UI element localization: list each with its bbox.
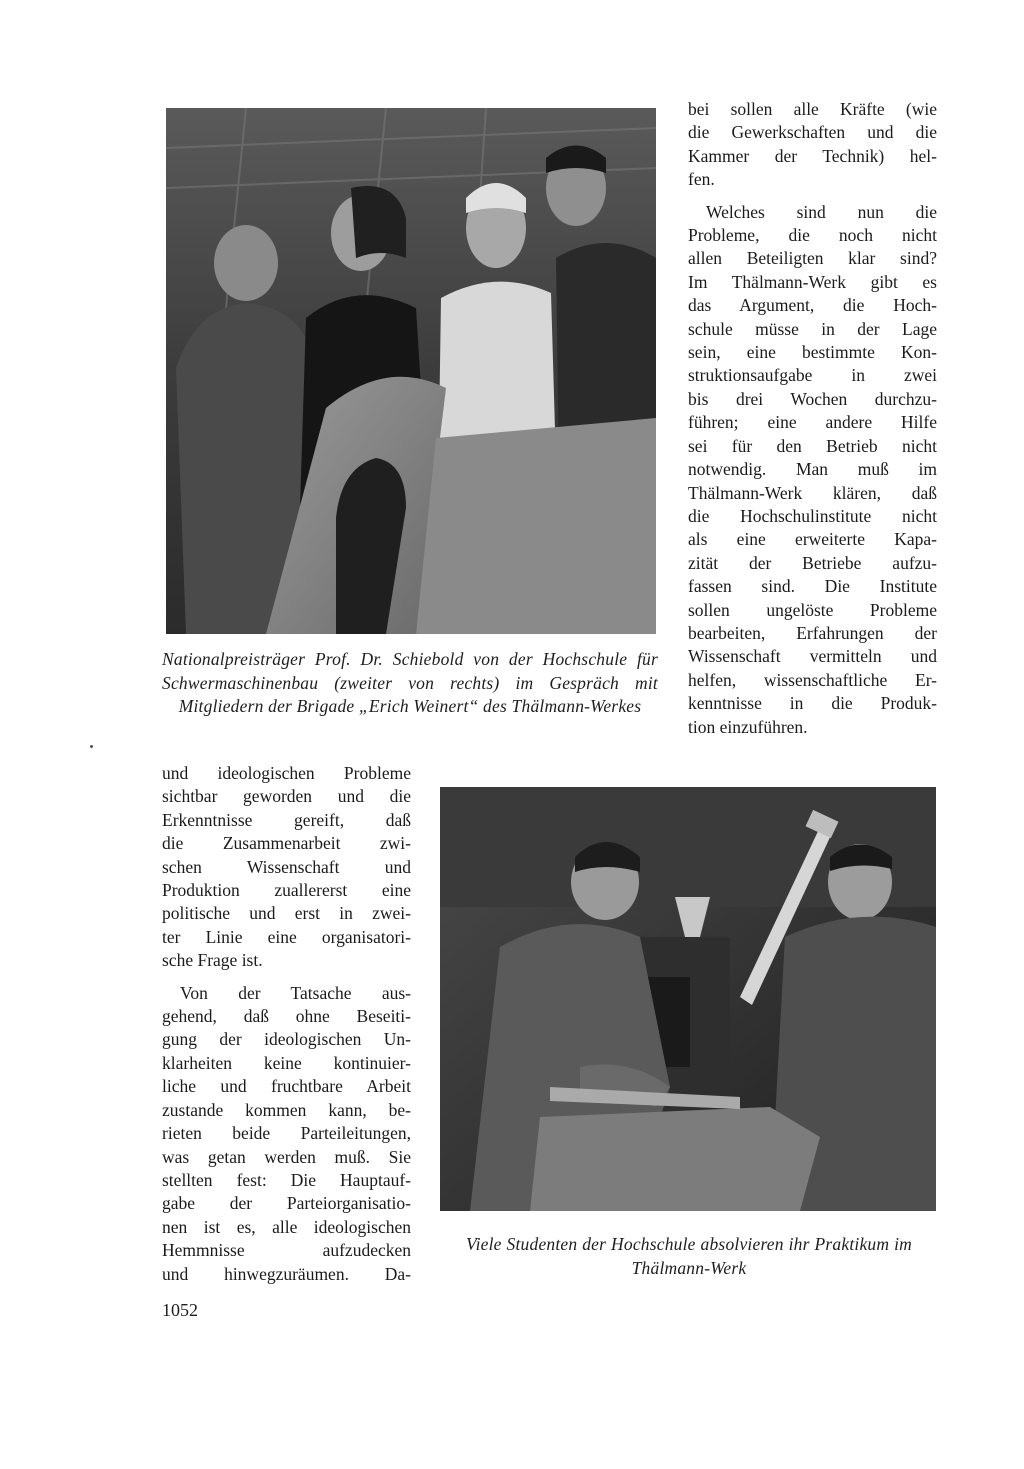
text-line: die Hochschulinstitute nicht — [688, 505, 937, 526]
text-line: Im Thälmann-Werk gibt es — [688, 271, 937, 292]
photo2-caption: Viele Studenten der Hochschule absolvieren ihr Praktikum im Thälmann-Werk — [466, 1234, 912, 1278]
text-line: liche und fruchtbare Arbeit — [162, 1076, 411, 1097]
text-line: Kammer der Technik) hel- — [688, 145, 937, 166]
text-line: als eine erweiterte Kapa- — [688, 529, 937, 550]
text-line: fen. — [688, 169, 715, 190]
text-line: schen Wissenschaft und — [162, 856, 411, 877]
text-line: und ideologischen Probleme — [162, 763, 411, 783]
text-line: Wissenschaft vermitteln und — [688, 646, 937, 667]
text-line: Welches sind nun die — [706, 201, 937, 222]
text-line: klarheiten keine kontinuier- — [162, 1052, 411, 1073]
text-line: stellten fest: Die Hauptauf- — [162, 1169, 411, 1190]
text-line: Von der Tatsache aus- — [180, 982, 411, 1003]
text-line: das Argument, die Hoch- — [688, 295, 937, 316]
right-column-text — [688, 98, 937, 739]
text-line: was getan werden muß. Sie — [162, 1146, 411, 1167]
photo-brigade-meeting-image — [166, 108, 656, 634]
text-line: politische und erst in zwei- — [162, 903, 411, 924]
left-paragraph-1 — [162, 762, 411, 973]
photo-students-practicum — [440, 787, 936, 1211]
text-line: führen; eine andere Hilfe — [688, 412, 937, 433]
left-paragraph-2 — [162, 982, 411, 1286]
text-line: nen ist es, alle ideologischen — [162, 1216, 411, 1237]
text-line: notwendig. Man muß im — [688, 459, 937, 480]
text-line: und hinwegzuräumen. Da- — [162, 1263, 411, 1284]
text-line: zustande kommen kann, be- — [162, 1099, 411, 1120]
text-line: sche Frage ist. — [162, 950, 263, 971]
text-line: gabe der Parteiorganisatio- — [162, 1193, 411, 1214]
text-line: Probleme, die noch nicht — [688, 225, 937, 246]
text-line: Erkenntnisse gereift, daß — [162, 809, 411, 830]
text-line: kenntnisse in die Produk- — [688, 693, 937, 714]
text-line: ter Linie eine organisatori- — [162, 926, 411, 947]
photo-students-practicum-image — [440, 787, 936, 1211]
right-paragraph-2 — [688, 201, 937, 739]
text-line: sein, eine bestimmte Kon- — [688, 342, 937, 363]
text-line: rieten beide Parteileitungen, — [162, 1123, 411, 1144]
right-paragraph-1 — [688, 98, 937, 192]
text-line: gehend, daß ohne Beseiti- — [162, 1006, 411, 1027]
text-line: Produktion zuallererst eine — [162, 880, 411, 901]
left-column-text — [162, 762, 411, 1286]
photo-brigade-meeting — [166, 108, 656, 634]
text-line: allen Beteiligten klar sind? — [688, 248, 937, 269]
text-line: Thälmann-Werk klären, daß — [688, 482, 937, 503]
text-line: Hemmnisse aufzudecken — [162, 1240, 411, 1261]
text-line: schule müsse in der Lage — [688, 318, 937, 339]
text-line: bis drei Wochen durchzu- — [688, 388, 937, 409]
text-line: sichtbar geworden und die — [162, 786, 411, 807]
text-line: sei für den Betrieb nicht — [688, 435, 937, 456]
text-line: bei sollen alle Kräfte (wie — [688, 99, 937, 119]
photo1-caption: Nationalpreisträger Prof. Dr. Schiebold von der Hochschule für Schwermaschinenbau (zweiter von rechts) im Gespräch mit Mitgliedern der Brigade „Erich Weinert“ des Thälmann-Werkes — [162, 649, 658, 716]
text-line: zität der Betriebe aufzu- — [688, 552, 937, 573]
text-line: bearbeiten, Erfahrungen der — [688, 622, 937, 643]
text-line: die Zusammenarbeit zwi- — [162, 833, 411, 854]
text-line: tion einzuführen. — [688, 716, 808, 737]
text-line: die Gewerkschaften und die — [688, 122, 937, 143]
text-line: sollen ungelöste Probleme — [688, 599, 937, 620]
text-line: fassen sind. Die Institute — [688, 576, 937, 597]
text-line: helfen, wissenschaftliche Er- — [688, 669, 937, 690]
page-number: 1052 — [162, 1300, 198, 1320]
text-line: gung der ideologischen Un- — [162, 1029, 411, 1050]
scan-speck — [90, 745, 93, 748]
text-line: struktionsaufgabe in zwei — [688, 365, 937, 386]
